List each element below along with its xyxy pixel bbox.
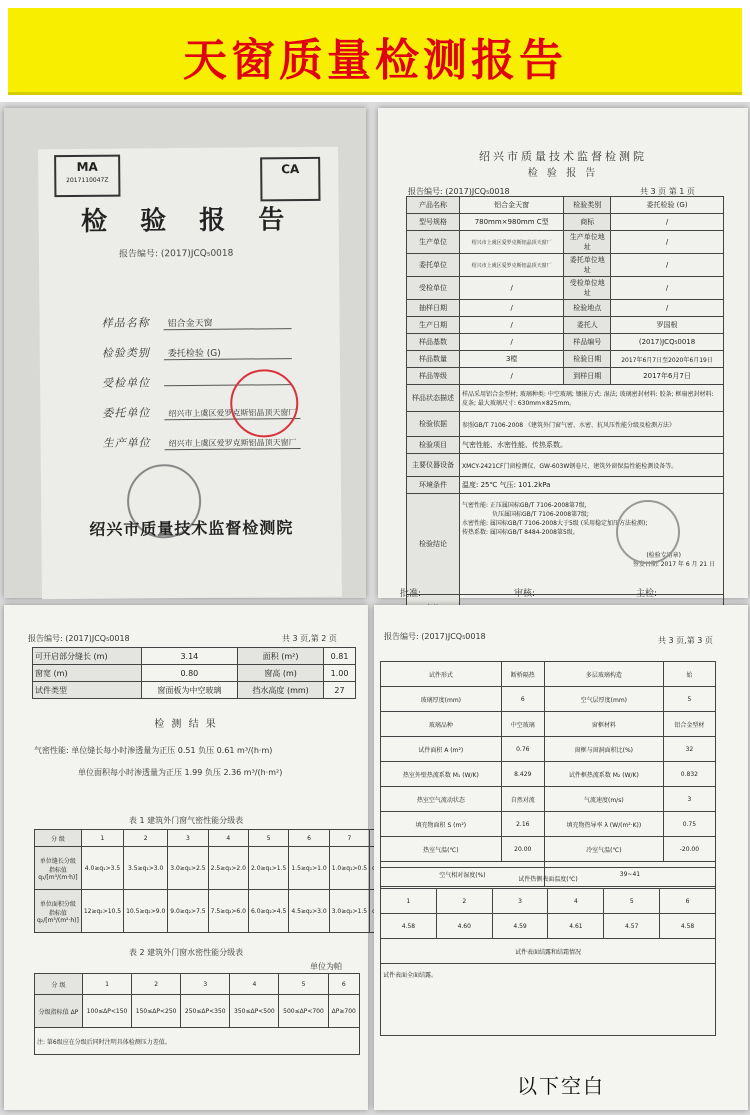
cover-document [38, 147, 342, 600]
page1-subtitle: 检 验 报 告 [527, 168, 599, 179]
surface-temperature-table [380, 867, 716, 1036]
table-row: 玻璃厚度(mm) 6 空气层厚度(mm) 5 [381, 687, 716, 712]
table-row: 热室空气流动状态 自然对流 气流速度(m/s) 3 [381, 787, 716, 812]
table2-title: 表 2 建筑外门窗水密性能分级表 [128, 948, 244, 957]
cover-photo [4, 108, 366, 598]
field-test-category: 检验类别 委托检验 (G) [102, 343, 332, 361]
conclusion-line: 负压属国标GB/T 7106-2008第7级; [492, 511, 589, 518]
table-row: 热室气温(℃) 20.00 冷室气温(℃) -20.00 [381, 837, 716, 862]
blank-below-notice: 以下空白 [517, 1074, 605, 1098]
table-row: 单位面积分级指标值 q₂/[m³/(m²·h)] 12≥q₂>10.5 10.5≥q₂>9.0 9.0≥q₂>7.5 7.5≥q₂>6.0 6.0≥q₂>4.5 4.5≥q₂>3.0 3.0≥q₂>1.5 [35, 890, 396, 933]
table-row: 注: 第6级应在分级后同时注明具体检测压力差值。 [35, 1028, 360, 1055]
air-tightness-line-1: 气密性能: 单位缝长每小时渗透量为正压 0.51 负压 0.61 m³/(h·m) [34, 746, 273, 755]
table-row: 产品名称 铝合金天窗 检验类别 委托检验 (G) [407, 197, 724, 214]
cal-logo: CA [260, 157, 320, 202]
table-row: 可开启部分缝长 (m) 3.14 面积 (m²) 0.81 [33, 648, 356, 665]
conclusion-line: 水密性能: 属国标GB/T 7106-2008大于5级 (采用稳定加压方法检测); [462, 520, 648, 527]
title-banner [8, 8, 742, 95]
table-row: 样品数量 3樘 检验日期 2017年6月7日至2020年6月19日 [407, 351, 724, 368]
table-row: 试件形式 断桥隔热 多层玻璃构造 始 [381, 662, 716, 687]
table-row: 型号规格 780mm×980mm C型 商标 / [407, 214, 724, 231]
air-tightness-line-2: 单位面积每小时渗透量为正压 1.99 负压 2.36 m³/(h·m²) [78, 768, 283, 777]
results-title: 检 测 结 果 [154, 719, 218, 730]
table-row: 委托单位 绍兴市上虞区爱罗克斯铝晶顶天窗厂 委托单位地址 / [407, 254, 724, 277]
page3-thermal-table [380, 661, 716, 887]
tester-label: 主检: [636, 589, 658, 599]
field-client: 委托单位 绍兴市上虞区爱罗克斯铝晶顶天窗厂 [102, 403, 332, 421]
table-row: 分 级 1 2 3 4 5 6 7 [35, 830, 396, 847]
table-row: 检验项目 气密性能、水密性能、传热系数。 [407, 437, 724, 454]
table-row: 生产单位 绍兴市上虞区爱罗克斯铝晶顶天窗厂 生产单位地址 / [407, 231, 724, 254]
field-producer: 生产单位 绍兴市上虞区爱罗克斯铝晶顶天窗厂 [103, 433, 333, 451]
table-row: 4.58 4.60 4.59 4.61 4.57 4.58 [381, 914, 716, 939]
table-row: 填充物面积 S (m²) 2.16 填充物热导率 λ (W/(m²·K)) 0.75 [381, 812, 716, 837]
table-row: 样品基数 / 样品编号 (2017)JCQ₅0018 [407, 334, 724, 351]
banner-title: 天窗质量检测报告 [183, 35, 567, 86]
issue-date: 签发日期: 2017 年 6 月 21 日 [632, 561, 715, 568]
reviewer-label: 审核: [514, 589, 536, 599]
seal-caption: (检验专用章) [646, 552, 681, 559]
cover-institute-name: 绍兴市质量技术监督检测院 [89, 518, 294, 539]
table-row: 试件类型 窗面板为中空玻璃 挡水高度 (mm) 27 [33, 682, 356, 699]
table-row: 受检单位 / 受检单位地址 / [407, 277, 724, 300]
table-row: 生产日期 / 委托人 罗国根 [407, 317, 724, 334]
page2-report-number: 报告编号: (2017)JCQ₅0018 [28, 634, 130, 643]
table-row: 玻璃品种 中空玻璃 窗框材料 铝合金型材 [381, 712, 716, 737]
table-row: 窗宽 (m) 0.80 窗高 (m) 1.00 [33, 665, 356, 682]
field-sample-name: 样品名称 铝合金天窗 [101, 313, 331, 331]
table-row: 试件表面结露和结霜情况 [381, 939, 716, 964]
table-row: 环境条件 温度: 25℃ 气压: 101.2kPa [407, 477, 724, 494]
page1-page-info: 共 3 页 第 1 页 [640, 187, 695, 196]
report-page-1-photo [378, 108, 748, 598]
report-page-3-photo [374, 605, 748, 1110]
report-page-2-photo [4, 605, 368, 1110]
inspection-seal-stamp [616, 500, 680, 564]
page1-report-number: 报告编号: (2017)JCQ₅0018 [408, 187, 510, 196]
page1-institute: 绍兴市质量技术监督检测院 [479, 150, 647, 163]
table-row: 抽样日期 / 检验地点 / [407, 300, 724, 317]
table-row: 试件表面全面结露。 [381, 964, 716, 1036]
table-row: 样品等级 / 到样日期 2017年6月7日 [407, 368, 724, 385]
table-row: 分级指标值 ΔP 100≤ΔP<150 150≤ΔP<250 250≤ΔP<350 350≤ΔP<500 500≤ΔP<700 ΔP≥700 [35, 995, 360, 1028]
red-seal-stamp [230, 369, 299, 438]
cma-logo: MA 2017110047Z [54, 155, 120, 198]
field-inspected-unit: 受检单位 [102, 373, 332, 391]
table-row: 试件面积 A (m²) 0.76 窗框与窗洞面积比(%) 32 [381, 737, 716, 762]
page3-report-number: 报告编号: (2017)JCQ₅0018 [384, 632, 486, 641]
table-row: 样品状态描述 样品采用铝合金型材; 玻璃种类: 中空玻璃; 镶嵌方式: 湿法; 玻璃密封材料: 胶条; 框扇密封材料: 皮条; 最大玻璃尺寸: 630mm×825mm。 [407, 385, 724, 412]
air-tightness-grade-table [34, 829, 396, 933]
table-row: 主要仪器设备 XMCY-2421CF门窗检测仪、GW-603W钢卷尺、建筑外窗保温性能检测设备等。 [407, 454, 724, 477]
table-row: 分 级 1 2 3 4 5 6 [35, 974, 360, 995]
table-row: 检验结论 气密性能: 正压属国标GB/T 7106-2008第7级, 负压属国标GB/T 7106-2008第7级; 水密性能: 属国标GB/T 7106-2008大于5级 (采用稳定加压方法检测); 传热系数: 属国标GB/T 8484-2008第5级。 (检验专用章) 签发日期: 2017 年 6 月 21 日 [407, 494, 724, 595]
table-row: 空气相对湿度(%) 39~41 [381, 862, 716, 887]
approver-label: 批准: [400, 589, 422, 599]
page1-info-table [406, 196, 724, 622]
water-tightness-grade-table [34, 973, 360, 1055]
cover-title: 检 验 报 告 [80, 205, 297, 237]
table-row: 1 2 3 4 5 6 [381, 889, 716, 914]
table-row: 检验依据 参照GB/T 7106-2008 《建筑外门窗气密、水密、抗风压性能分级及检测方法》 [407, 412, 724, 437]
table1-title: 表 1 建筑外门窗气密性能分级表 [128, 816, 244, 825]
page2-page-info: 共 3 页,第 2 页 [282, 634, 337, 643]
table2-unit: 单位为帕 [310, 962, 342, 971]
table-row: 单位缝长分级指标值 q₁/[m³/(m·h)] 4.0≥q₁>3.5 3.5≥q₁>3.0 3.0≥q₁>2.5 2.5≥q₁>2.0 2.0≥q₁>1.5 1.5≥q₁>1.0 1.0≥q₁>0.5 [35, 847, 396, 890]
cover-report-number: 报告编号: (2017)JCQ₅0018 [118, 248, 234, 260]
page3-page-info: 共 3 页,第 3 页 [658, 636, 713, 645]
conclusion-line: 气密性能: 正压属国标GB/T 7106-2008第7级, [462, 502, 587, 509]
table-row: 试件热侧表面温度(℃) [381, 868, 716, 889]
conclusion-line: 传热系数: 属国标GB/T 8484-2008第5级。 [462, 529, 579, 536]
table-row: 热室外壁热流系数 M₁ (W/K) 8.429 试件框热流系数 M₂ (W/K) 0.832 [381, 762, 716, 787]
page2-info-table [32, 647, 356, 699]
